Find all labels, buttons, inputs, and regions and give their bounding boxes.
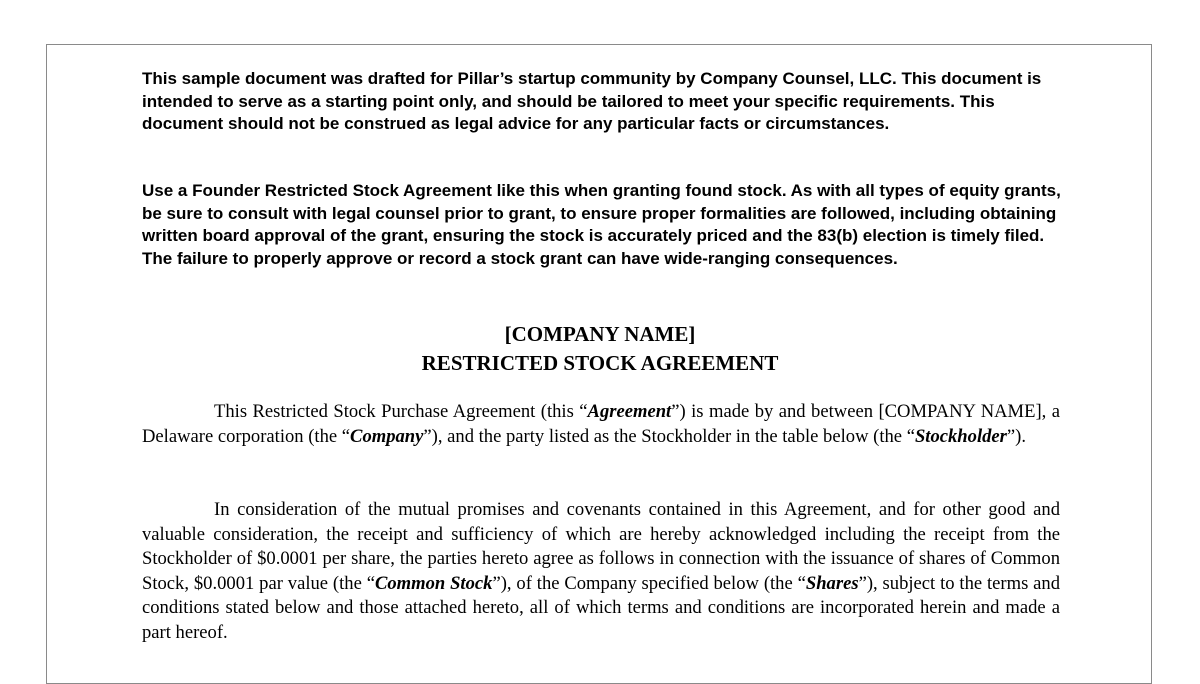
intro-text: ”) is made by and between [COMPANY NAME], a Delaware corporation (the “	[142, 401, 1060, 447]
consideration-paragraph	[142, 498, 1060, 646]
document-page	[46, 44, 1152, 684]
usage-guidance: Use a Founder Restricted Stock Agreement like this when granting found stock. As with all types of equity grants, be sure to consult with legal counsel prior to grant, to ensure proper formalities are followed, including obtaining written board approval of the grant, ensuring the stock is accurately priced and the 83(b) election is timely filed. The failure to properly approve or record a stock grant can have wide-ranging consequences.	[142, 181, 1061, 269]
consideration-text: In consideration of the mutual promises and covenants contained in this Agreement, and for other good and valuable consideration, the receipt and sufficiency of which are hereby acknowledged including the receipt from the Stockholder of $0.0001 per share, the parties hereto agree as follows in connection with the issuance of shares of Common Stock, $0.0001 par value (the “	[142, 499, 1060, 594]
defined-term-agreement: Agreement	[587, 401, 672, 422]
intro-paragraph	[142, 400, 1060, 449]
intro-text: ”).	[1006, 425, 1026, 447]
intro-text: ”), and the party listed as the Stockholder in the table below (the “	[423, 425, 915, 447]
consideration-text: ”), of the Company specified below (the “	[492, 572, 806, 594]
intro-text: This Restricted Stock Purchase Agreement (this “	[214, 401, 588, 422]
agreement-title: RESTRICTED STOCK AGREEMENT	[421, 351, 779, 375]
defined-term-shares: Shares	[805, 572, 859, 594]
defined-term-common-stock: Common Stock	[374, 572, 493, 594]
defined-term-stockholder: Stockholder	[914, 425, 1007, 447]
sample-disclaimer: This sample document was drafted for Pillar’s startup community by Company Counsel, LLC. This document is intended to serve as a starting point only, and should be tailored to meet your specific requirements. This document should not be construed as legal advice for any particular facts or circumstances.	[142, 69, 1042, 134]
defined-term-company: Company	[350, 425, 424, 447]
company-name-heading: [COMPANY NAME]	[504, 322, 696, 346]
consideration-text: ”), subject to the terms and conditions stated below and those attached hereto, all of which terms and conditions are incorporated herein and made a part hereof.	[142, 572, 1061, 643]
